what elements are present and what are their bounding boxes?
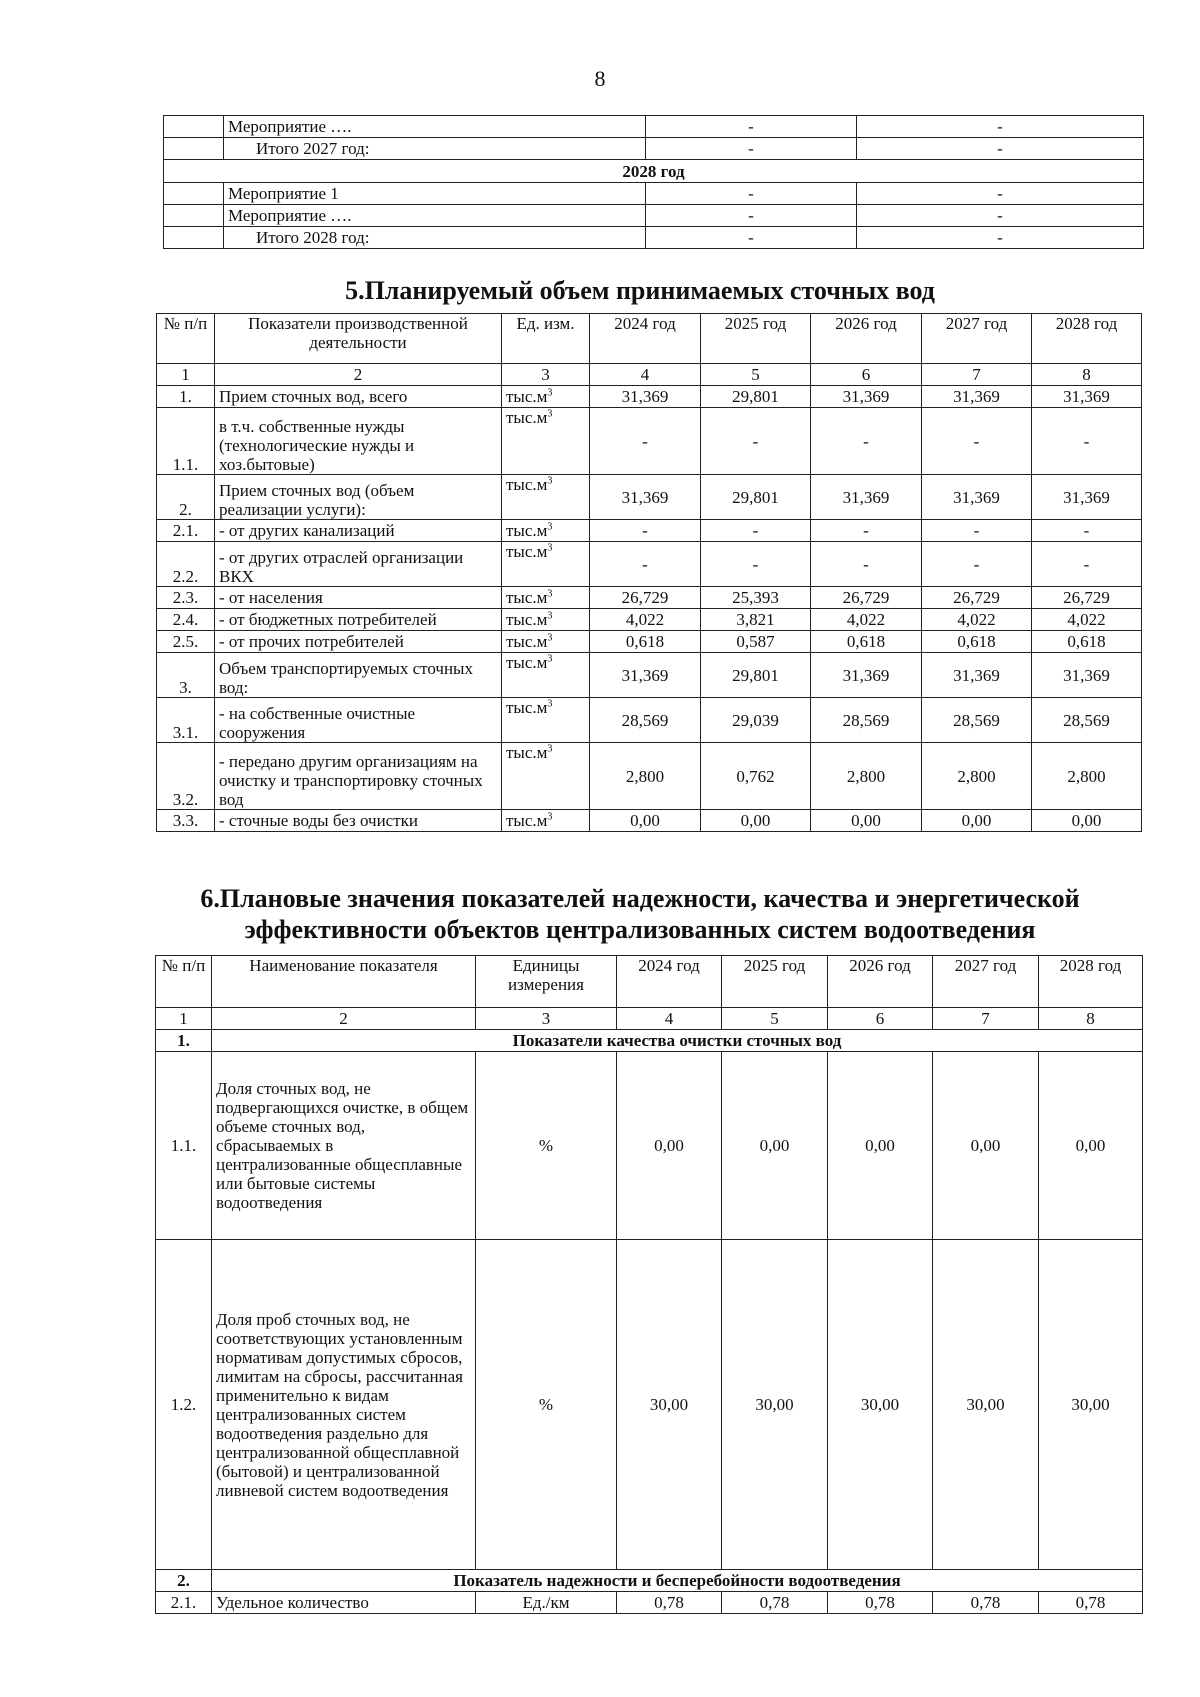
value-cell: - xyxy=(701,520,811,542)
header-row: № п/п Показатели производственной деятельности Ед. изм. 2024 год 2025 год 2026 год 2027 год 2028 год xyxy=(157,314,1142,364)
value-cell: 31,369 xyxy=(1032,386,1142,408)
header-row: № п/п Наименование показателя Единицы измерения 2024 год 2025 год 2026 год 2027 год 2028 год xyxy=(156,956,1143,1008)
unit-superscript: 3 xyxy=(547,588,553,600)
value-cell: - xyxy=(1032,542,1142,587)
table-row xyxy=(157,408,1142,475)
value-cell: 0,00 xyxy=(1032,810,1142,832)
unit-cell xyxy=(502,520,590,542)
group-header-row: 2. Показатель надежности и бесперебойности водоотведения xyxy=(156,1570,1143,1592)
table-row xyxy=(157,475,1142,520)
unit-superscript: 3 xyxy=(547,632,553,644)
indicator-name: Прием сточных вод, всего xyxy=(215,386,502,408)
row-label: Мероприятие 1 xyxy=(224,183,646,205)
value-cell: 4,022 xyxy=(922,609,1032,631)
group-header-row: 1. Показатели качества очистки сточных вод xyxy=(156,1030,1143,1052)
unit-cell xyxy=(502,386,590,408)
row-number: 3.1. xyxy=(157,698,215,743)
value-cell: 29,801 xyxy=(701,475,811,520)
value-cell: 31,369 xyxy=(590,653,701,698)
value-cell: 28,569 xyxy=(590,698,701,743)
value-cell: 31,369 xyxy=(811,475,922,520)
row-number: 2.5. xyxy=(157,631,215,653)
unit-superscript: 3 xyxy=(547,542,553,554)
unit-label: тыс.м xyxy=(506,542,548,561)
unit-label: тыс.м xyxy=(506,387,548,406)
value-cell: 29,801 xyxy=(701,386,811,408)
table-row xyxy=(157,386,1142,408)
unit-superscript: 3 xyxy=(547,610,553,622)
value-cell: 0,618 xyxy=(1032,631,1142,653)
row-number: 2.4. xyxy=(157,609,215,631)
table-row xyxy=(157,631,1142,653)
unit-cell xyxy=(502,631,590,653)
value-cell: 31,369 xyxy=(922,475,1032,520)
value-cell: 2,800 xyxy=(590,743,701,810)
value-cell: - xyxy=(811,542,922,587)
unit-superscript: 3 xyxy=(547,743,553,755)
indicator-name: - сточные воды без очистки xyxy=(215,810,502,832)
value-cell: 0,762 xyxy=(701,743,811,810)
unit-cell xyxy=(502,475,590,520)
value-cell: - xyxy=(922,520,1032,542)
unit-label: тыс.м xyxy=(506,475,548,494)
row-number: 2.2. xyxy=(157,542,215,587)
indicator-name: - от бюджетных потребителей xyxy=(215,609,502,631)
unit-label: тыс.м xyxy=(506,610,548,629)
year-header: 2028 год xyxy=(164,160,1144,183)
row-number: 1. xyxy=(157,386,215,408)
value-cell: 31,369 xyxy=(811,386,922,408)
reliability-indicators-table xyxy=(155,955,1143,1614)
group-title: Показатель надежности и бесперебойности водоотведения xyxy=(212,1570,1143,1592)
unit-cell xyxy=(502,609,590,631)
value-cell: - xyxy=(590,520,701,542)
column-number-row: 1 2 3 4 5 6 7 8 xyxy=(157,364,1142,386)
row-label: Итого 2028 год: xyxy=(224,227,646,249)
value-cell: 0,618 xyxy=(590,631,701,653)
indicator-name: в т.ч. собственные нужды (технологические нужды и хоз.бытовые) xyxy=(215,408,502,475)
table-row: 2.1. Удельное количество Ед./км 0,78 0,78 0,78 0,78 0,78 xyxy=(156,1592,1143,1614)
wastewater-volume-table xyxy=(156,313,1142,832)
unit-superscript: 3 xyxy=(547,811,553,823)
value-cell: 0,00 xyxy=(701,810,811,832)
value-cell: - xyxy=(1032,408,1142,475)
value-cell: 26,729 xyxy=(1032,587,1142,609)
value-cell: - xyxy=(590,408,701,475)
value-cell: 4,022 xyxy=(590,609,701,631)
value-cell: 4,022 xyxy=(811,609,922,631)
value-cell: 28,569 xyxy=(922,698,1032,743)
value-cell: 0,00 xyxy=(590,810,701,832)
table-row xyxy=(157,698,1142,743)
value-cell: 31,369 xyxy=(590,475,701,520)
value-cell: 2,800 xyxy=(922,743,1032,810)
indicator-name: - передано другим организациям на очистку и транспортировку сточных вод xyxy=(215,743,502,810)
value-cell: - xyxy=(701,408,811,475)
value-cell: 31,369 xyxy=(1032,475,1142,520)
row-number: 2.3. xyxy=(157,587,215,609)
indicator-name: - на собственные очистные сооружения xyxy=(215,698,502,743)
value-cell: - xyxy=(922,408,1032,475)
group-title: Показатели качества очистки сточных вод xyxy=(212,1030,1143,1052)
value-cell: 2,800 xyxy=(1032,743,1142,810)
unit-superscript: 3 xyxy=(547,653,553,665)
unit-cell xyxy=(502,542,590,587)
value-cell: 29,039 xyxy=(701,698,811,743)
value-cell: 26,729 xyxy=(811,587,922,609)
unit-cell xyxy=(502,408,590,475)
indicator-name: - от прочих потребителей xyxy=(215,631,502,653)
unit-superscript: 3 xyxy=(547,475,553,487)
value-cell: 26,729 xyxy=(590,587,701,609)
table-row xyxy=(157,653,1142,698)
value-cell: 26,729 xyxy=(922,587,1032,609)
table-row: 1.2. Доля проб сточных вод, не соответствующих установленным нормативам допустимых сбросов, лимитам на сбросы, рассчитанная применительно к видам централизованных систем водоотведения раздельно для централизованной общесплавной (бытовой) и централизованной ливневой систем водоотведения % 30,00 30,00 30,00 30,00 30,00 xyxy=(156,1240,1143,1570)
row-number: 3.2. xyxy=(157,743,215,810)
table-row xyxy=(157,743,1142,810)
table-row: Итого 2028 год: - - xyxy=(164,227,1144,249)
value-cell: - xyxy=(922,542,1032,587)
indicator-name: - от других отраслей организации ВКХ xyxy=(215,542,502,587)
value-cell: 0,00 xyxy=(922,810,1032,832)
row-number: 1.1. xyxy=(157,408,215,475)
section5-title: 5.Планируемый объем принимаемых сточных вод xyxy=(345,276,935,305)
row-label: Итого 2027 год: xyxy=(224,138,646,160)
unit-label: тыс.м xyxy=(506,521,548,540)
value-cell: 31,369 xyxy=(922,386,1032,408)
unit-label: тыс.м xyxy=(506,408,548,427)
value-cell: 31,369 xyxy=(922,653,1032,698)
table-row: Итого 2027 год: - - xyxy=(164,138,1144,160)
value-cell: 31,369 xyxy=(590,386,701,408)
table-row: Мероприятие …. - - xyxy=(164,205,1144,227)
table-row xyxy=(157,520,1142,542)
value-cell: 4,022 xyxy=(1032,609,1142,631)
value-cell: 31,369 xyxy=(1032,653,1142,698)
unit-label: тыс.м xyxy=(506,653,548,672)
table-row xyxy=(157,609,1142,631)
value-cell: 0,587 xyxy=(701,631,811,653)
table-row xyxy=(157,542,1142,587)
row-number: 2.1. xyxy=(157,520,215,542)
section6-title: 6.Плановые значения показателей надежности, качества и энергетической эффективности объектов централизованных систем водоотведения xyxy=(200,884,1080,944)
unit-cell xyxy=(502,653,590,698)
year-header-row xyxy=(164,160,1144,183)
row-number: 2. xyxy=(157,475,215,520)
unit-cell xyxy=(502,810,590,832)
value-cell: 0,618 xyxy=(811,631,922,653)
indicator-name: - от населения xyxy=(215,587,502,609)
unit-superscript: 3 xyxy=(547,408,553,420)
unit-label: тыс.м xyxy=(506,743,548,762)
column-number-row: 1 2 3 4 5 6 7 8 xyxy=(156,1008,1143,1030)
row-number: 3. xyxy=(157,653,215,698)
indicator-name: Доля проб сточных вод, не соответствующих установленным нормативам допустимых сбросов, лимитам на сбросы, рассчитанная применительно к видам централизованных систем водоотведения раздельно для централизованной общесплавной (бытовой) и централизованной ливневой систем водоотведения xyxy=(212,1240,476,1570)
value-cell: 29,801 xyxy=(701,653,811,698)
table-row xyxy=(157,810,1142,832)
table-row xyxy=(157,587,1142,609)
unit-cell xyxy=(502,743,590,810)
activities-table xyxy=(163,115,1144,249)
unit-superscript: 3 xyxy=(547,521,553,533)
indicator-name: - от других канализаций xyxy=(215,520,502,542)
value-cell: 28,569 xyxy=(1032,698,1142,743)
unit-label: тыс.м xyxy=(506,698,548,717)
indicator-name: Прием сточных вод (объем реализации услуги): xyxy=(215,475,502,520)
row-label: Мероприятие …. xyxy=(224,116,646,138)
value-cell: 0,00 xyxy=(811,810,922,832)
value-cell: 0,618 xyxy=(922,631,1032,653)
row-label: Мероприятие …. xyxy=(224,205,646,227)
table-row: Мероприятие …. - - xyxy=(164,116,1144,138)
page-number: 8 xyxy=(594,66,606,91)
indicator-name: Удельное количество xyxy=(212,1592,476,1614)
unit-label: тыс.м xyxy=(506,632,548,651)
indicator-name: Доля сточных вод, не подвергающихся очистке, в общем объеме сточных вод, сбрасываемых в централизованные общесплавные или бытовые системы водоотведения xyxy=(212,1052,476,1240)
value-cell: - xyxy=(590,542,701,587)
unit-cell xyxy=(502,698,590,743)
unit-superscript: 3 xyxy=(547,698,553,710)
value-cell: - xyxy=(811,408,922,475)
value-cell: - xyxy=(701,542,811,587)
value-cell: 25,393 xyxy=(701,587,811,609)
unit-superscript: 3 xyxy=(547,387,553,399)
table-row: Мероприятие 1 - - xyxy=(164,183,1144,205)
table-row: 1.1. Доля сточных вод, не подвергающихся очистке, в общем объеме сточных вод, сбрасываемых в централизованные общесплавные или бытовые системы водоотведения % 0,00 0,00 0,00 0,00 0,00 xyxy=(156,1052,1143,1240)
value-cell: 31,369 xyxy=(811,653,922,698)
value-cell: - xyxy=(1032,520,1142,542)
value-cell: 28,569 xyxy=(811,698,922,743)
value-cell: 3,821 xyxy=(701,609,811,631)
indicator-name: Объем транспортируемых сточных вод: xyxy=(215,653,502,698)
unit-label: тыс.м xyxy=(506,811,548,830)
value-cell: 2,800 xyxy=(811,743,922,810)
row-number: 3.3. xyxy=(157,810,215,832)
unit-cell xyxy=(502,587,590,609)
unit-label: тыс.м xyxy=(506,588,548,607)
value-cell: - xyxy=(811,520,922,542)
